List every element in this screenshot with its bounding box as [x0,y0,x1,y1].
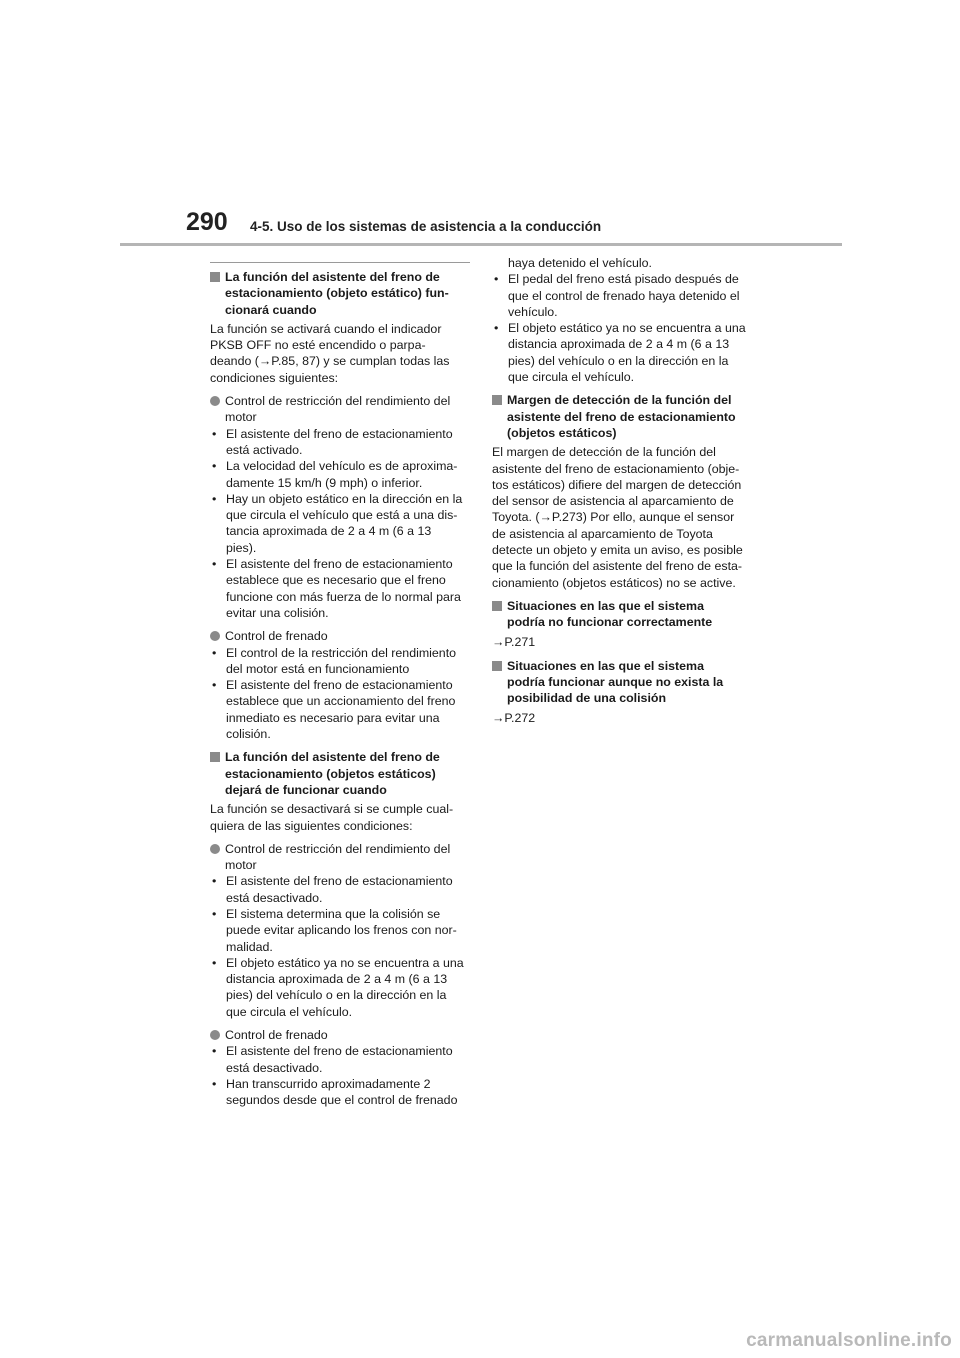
bullet-text-line: El asistente del freno de estacionamiento [226,426,453,441]
heading-false-activation [492,658,762,707]
bullet-text-line: que circula el vehículo. [226,1004,353,1019]
bullet-list [492,271,762,385]
bullet-text-line: establece que es necesario que el freno [226,573,446,588]
bullet-text-line: pies) del vehículo o en la dirección en la [226,988,447,1003]
bullet-dot-icon: • [212,426,217,441]
bullet-item [210,1043,470,1076]
bullet-dot-icon: • [212,459,217,474]
bullet-text-line: que el control de frenado haya detenido el [508,288,740,303]
text-line: motor [225,410,257,425]
deactivation-paragraph [210,801,470,834]
text-line: haya detenido el vehículo. [508,256,652,270]
bullet-text-line: El objeto estático ya no se encuentra a una [226,955,464,970]
text-line: podría no funcionar correctamente [507,615,713,630]
text-line: detecte un objeto y emita un aviso, es posible [492,543,743,558]
bullet-dot-icon: • [494,272,499,287]
bullet-text-line: segundos desde que el control de frenado [226,1093,458,1108]
bullet-text-line: pies) del vehículo o en la dirección en la [508,353,729,368]
bullet-dot-icon: • [494,321,499,336]
circle-bullet-icon [210,396,220,406]
text-line: PKSB OFF no esté encendido o parpa- [210,338,426,353]
heading-deactivation [210,749,470,798]
bullet-item [210,426,470,459]
bullet-text-line: El sistema determina que la colisión se [226,906,441,921]
bullet-text-line: El asistente del freno de estacionamiento [226,1044,453,1059]
bullet-text-line: evitar una colisión. [226,605,329,620]
bullet-text-line: El asistente del freno de estacionamiento [226,557,453,572]
bullet-list [210,426,470,622]
bullet-item [210,906,470,955]
bullet-item [210,645,470,678]
text-line: estacionamiento (objetos estáticos) [225,766,436,781]
text-line: deando (→P.85, 87) y se cumplan todas las [210,354,450,369]
text-line: asistente del freno de estacionamiento (obje- [492,461,740,476]
text-line: que la función del asistente del freno de esta- [492,559,743,574]
text-line: Control de restricción del rendimiento del [225,841,451,856]
bullet-text-line: que circula el vehículo que está a una dis- [226,508,458,523]
text-line: Control de frenado [225,1028,328,1043]
bullet-text-line: damente 15 km/h (9 mph) o inferior. [226,475,423,490]
bullet-text-line: vehículo. [508,304,558,319]
bullet-dot-icon: • [212,1044,217,1059]
continued-text [492,255,762,271]
bullet-text-line: puede evitar aplicando los frenos con nor- [226,923,457,938]
square-bullet-icon [492,601,502,611]
section-divider [210,262,470,263]
text-line: del sensor de asistencia al aparcamiento de [492,494,734,509]
text-line: asistente del freno de estacionamiento [507,409,736,424]
page-reference-link[interactable]: →P.271 [492,634,536,649]
bullet-text-line: El pedal del freno está pisado después de [508,272,739,287]
activation-paragraph [210,321,470,386]
bullet-text-line: funcione con más fuerza de lo normal para [226,589,461,604]
bullet-text-line: del motor está en funcionamiento [226,661,410,676]
bullet-dot-icon: • [212,645,217,660]
text-line: La función se desactivará si se cumple cual- [210,802,454,817]
bullet-item [210,458,470,491]
page-number: 290 [186,208,228,236]
bullet-item [210,873,470,906]
bullet-text-line: está desactivado. [226,890,323,905]
square-bullet-icon [210,272,220,282]
text-line: La función del asistente del freno de [225,270,440,284]
bullet-list [210,1043,470,1108]
page-header [0,0,960,250]
text-line: cionamiento (objetos estáticos) no se active. [492,575,736,590]
bullet-text-line: distancia aproximada de 2 a 4 m (6 a 13 [508,337,730,352]
bullet-text-line: El control de la restricción del rendimiento [226,645,457,660]
circle-bullet-icon [210,844,220,854]
text-line: condiciones siguientes: [210,370,339,385]
bullet-text-line: que circula el vehículo. [508,370,635,385]
text-line: podría funcionar aunque no exista la [507,675,724,690]
square-bullet-icon [492,661,502,671]
bullet-text-line: inmediato es necesario para evitar una [226,710,440,725]
bullet-text-line: está desactivado. [226,1060,323,1075]
subheading-engine-restriction [210,393,470,426]
text-line: motor [225,858,257,873]
bullet-text-line: distancia aproximada de 2 a 4 m (6 a 13 [226,972,448,987]
bullet-dot-icon: • [212,491,217,506]
bullet-dot-icon: • [212,557,217,572]
detection-paragraph [492,444,762,591]
square-bullet-icon [492,395,502,405]
bullet-text-line: El asistente del freno de estacionamiento [226,678,453,693]
text-line: estacionamiento (objeto estático) fun- [225,286,449,301]
heading-detection-range [492,392,762,441]
bullet-text-line: colisión. [226,727,271,742]
bullet-text-line: malidad. [226,939,273,954]
bullet-text-line: Han transcurrido aproximadamente 2 [226,1076,431,1091]
circle-bullet-icon [210,631,220,641]
subheading-brake-control [210,628,470,644]
text-line: posibilidad de una colisión [507,691,667,706]
bullet-list [210,873,470,1020]
subheading-brake-control [210,1027,470,1043]
text-line: (objetos estáticos) [507,425,617,440]
text-line: La función del asistente del freno de [225,750,440,765]
bullet-dot-icon: • [212,1076,217,1091]
bullet-item [210,1076,470,1109]
text-line: El margen de detección de la función del [492,445,716,460]
bullet-item [210,677,470,742]
bullet-item [492,271,762,320]
section-title: 4-5. Uso de los sistemas de asistencia a la conducción [250,219,602,234]
bullet-dot-icon: • [212,955,217,970]
bullet-dot-icon: • [212,678,217,693]
text-line: Margen de detección de la función del [507,393,732,408]
square-bullet-icon [210,752,220,762]
circle-bullet-icon [210,1030,220,1040]
bullet-text-line: El asistente del freno de estacionamiento [226,874,453,889]
subheading-engine-restriction [210,841,470,874]
header-divider [120,243,842,246]
right-column [492,255,762,734]
text-line: Situaciones en las que el sistema [507,658,704,673]
bullet-text-line: pies). [226,540,257,555]
bullet-item [210,955,470,1020]
text-line: de asistencia al aparcamiento de Toyota [492,526,713,541]
bullet-text-line: está activado. [226,442,303,457]
bullet-text-line: tancia aproximada de 2 a 4 m (6 a 13 [226,524,432,539]
text-line: cionará cuando [225,302,317,317]
bullet-list [210,645,470,743]
bullet-item [210,556,470,621]
heading-activation [210,269,470,318]
site-watermark: carmanualsonline.info [746,1330,952,1351]
bullet-dot-icon: • [212,874,217,889]
bullet-text-line: Hay un objeto estático en la dirección en la [226,491,463,506]
text-line: quiera de las siguientes condiciones: [210,818,413,833]
bullet-text-line: La velocidad del vehículo es de aproxima- [226,459,458,474]
bullet-item [492,320,762,385]
bullet-text-line: El objeto estático ya no se encuentra a una [508,321,746,336]
heading-malfunction [492,598,762,631]
page-reference-link[interactable]: →P.272 [492,710,536,725]
text-line: Situaciones en las que el sistema [507,598,704,613]
text-line: Toyota. (→P.273) Por ello, aunque el sensor [492,510,735,525]
text-line: Control de restricción del rendimiento del [225,394,451,409]
text-line: dejará de funcionar cuando [225,782,387,797]
bullet-text-line: establece que un accionamiento del freno [226,694,456,709]
text-line: tos estáticos) difiere del margen de detección [492,477,742,492]
bullet-item [210,491,470,556]
bullet-dot-icon: • [212,906,217,921]
left-column [210,262,470,1116]
text-line: La función se activará cuando el indicador [210,321,442,336]
text-line: Control de frenado [225,629,328,644]
